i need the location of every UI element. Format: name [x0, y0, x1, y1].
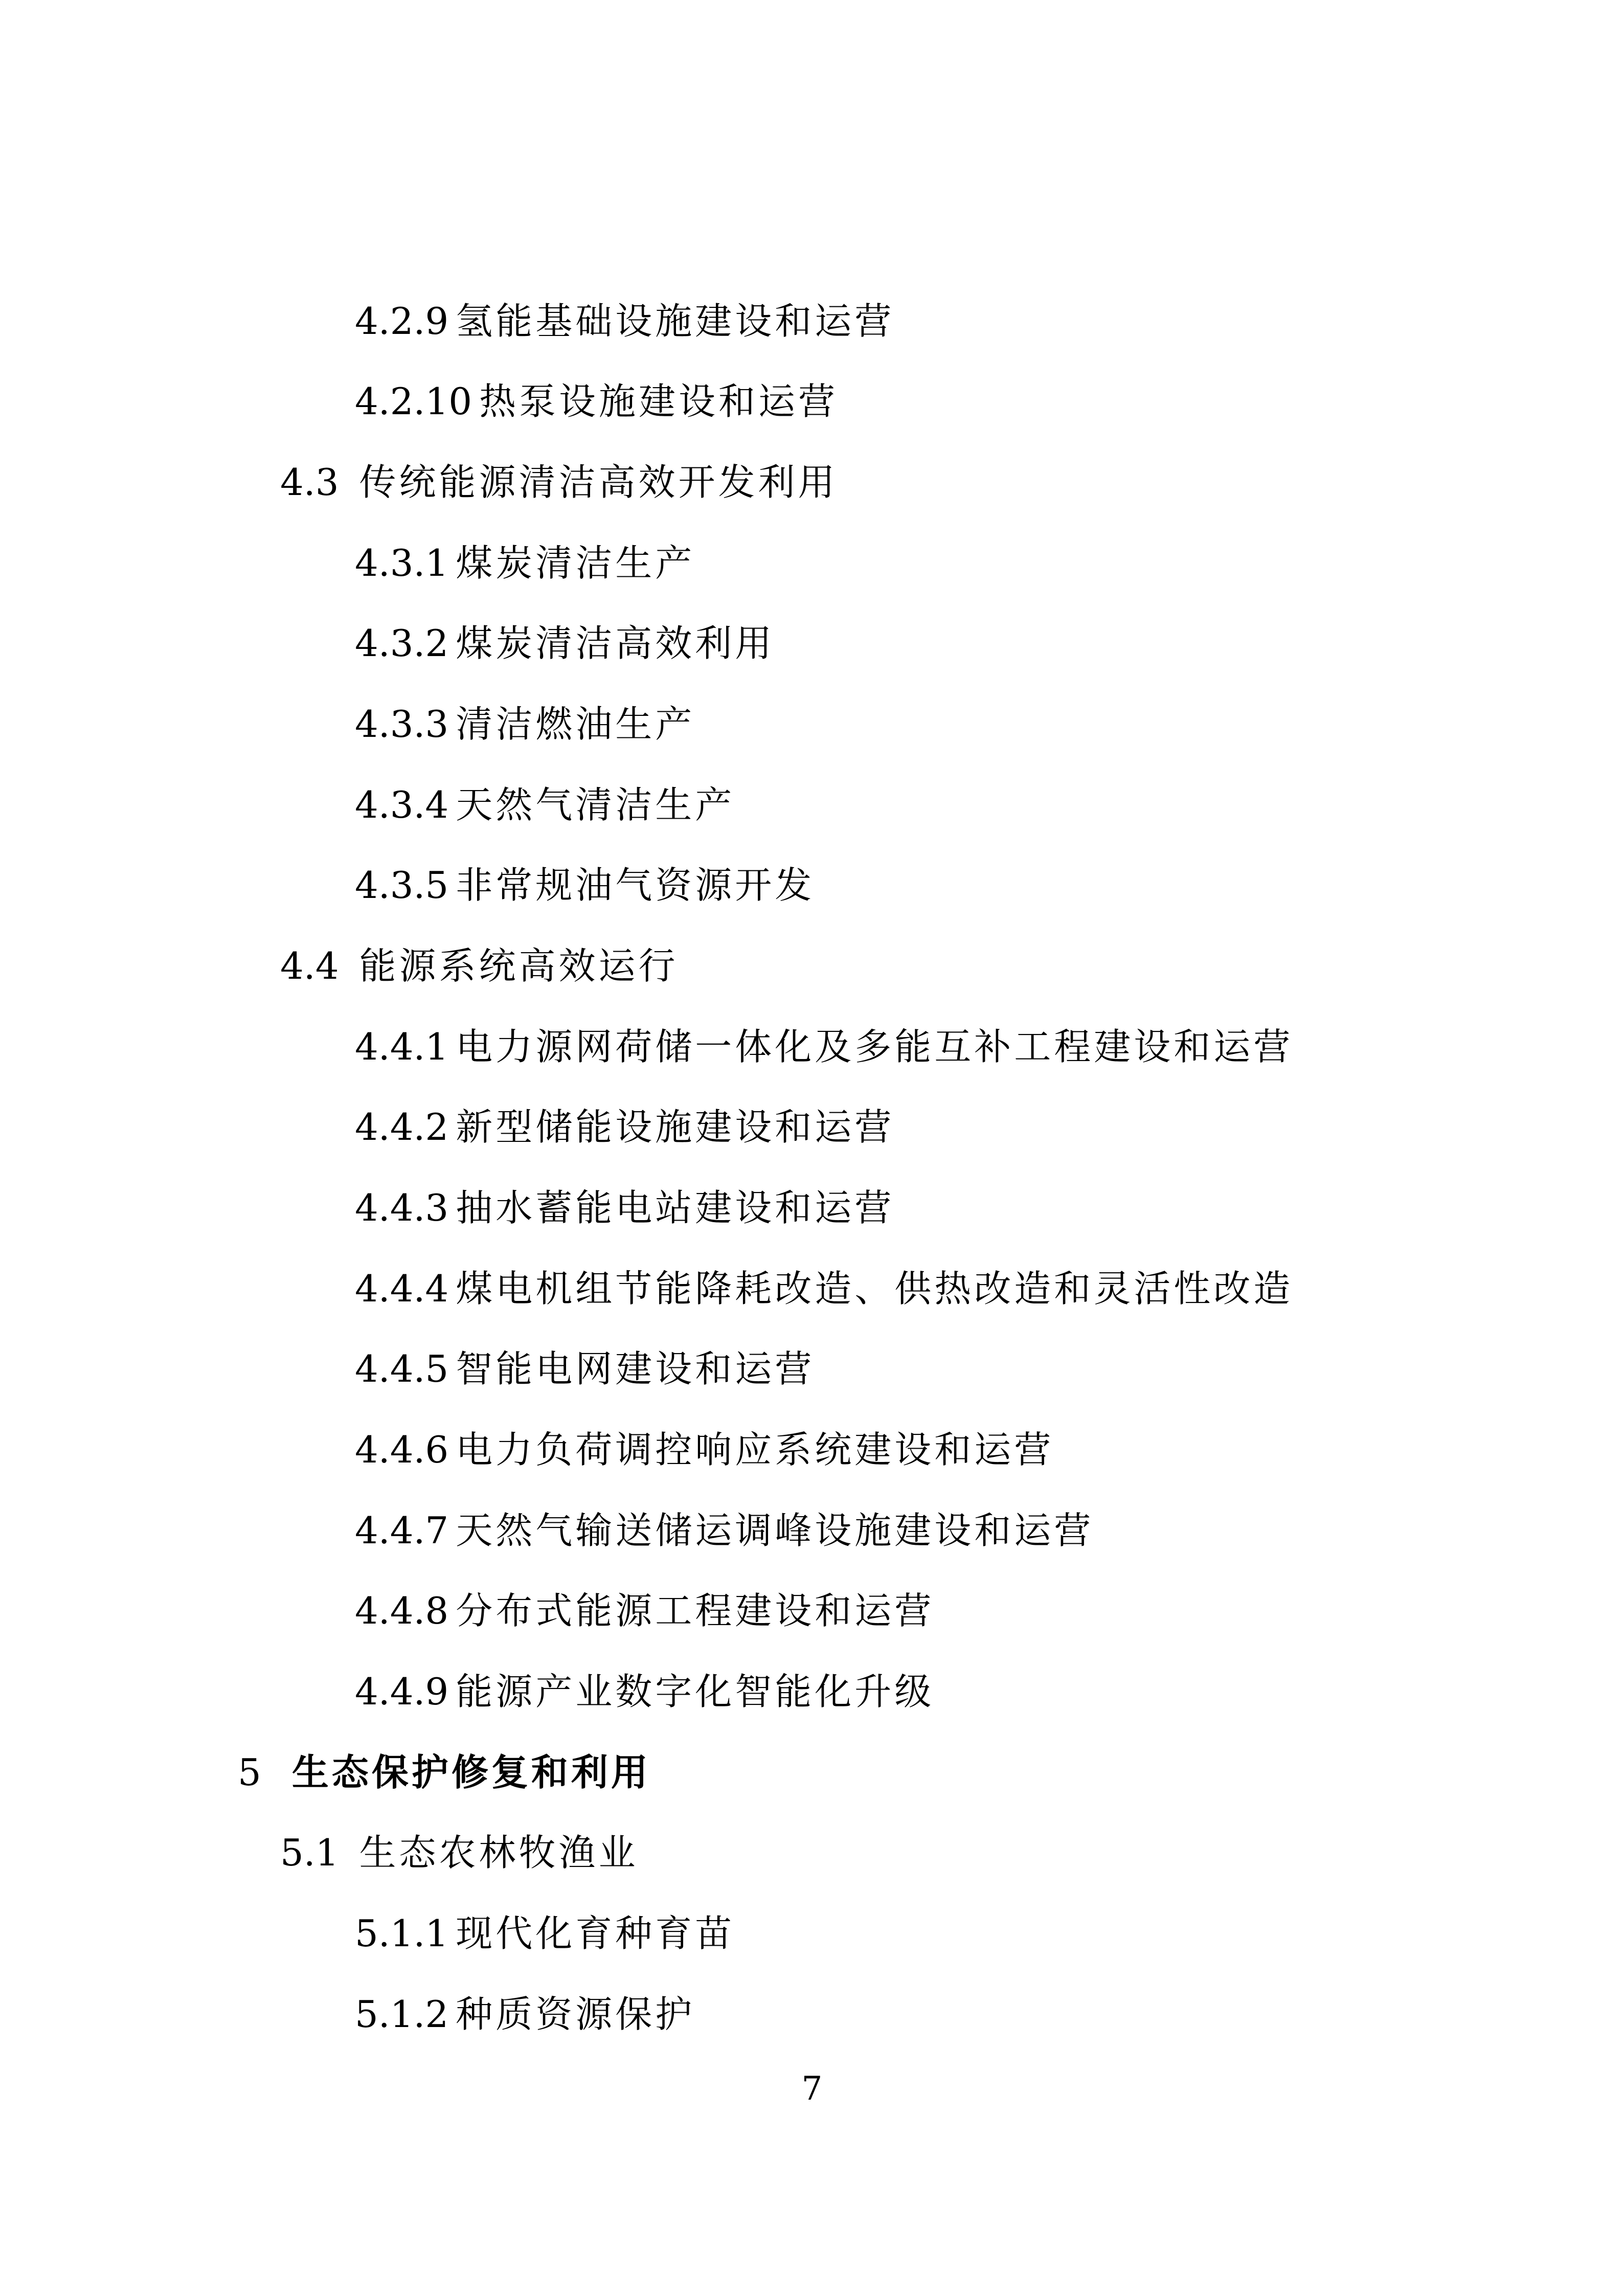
toc-entry-4-3-2 — [355, 620, 775, 666]
entry-number: 4.4.1 — [355, 1025, 449, 1068]
toc-entry-4-4-8 — [355, 1588, 934, 1634]
entry-number: 5.1.1 — [355, 1912, 449, 1955]
entry-number: 4.3.1 — [355, 542, 449, 584]
entry-title: 分布式能源工程建设和运营 — [456, 1589, 935, 1632]
entry-title: 氢能基础设施建设和运营 — [456, 300, 895, 343]
entry-number: 5.1 — [280, 1831, 339, 1874]
toc-entry-4-4-9 — [355, 1669, 934, 1715]
toc-entry-4-4-5 — [355, 1346, 815, 1392]
toc-entry-5-1 — [280, 1830, 639, 1876]
toc-entry-4-3-1 — [355, 540, 695, 586]
entry-title: 电力负荷调控响应系统建设和运营 — [456, 1428, 1054, 1471]
entry-title: 电力源网荷储一体化及多能互补工程建设和运营 — [456, 1025, 1294, 1068]
entry-title: 抽水蓄能电站建设和运营 — [456, 1186, 895, 1229]
entry-number: 4.3.5 — [355, 864, 449, 907]
toc-entry-4-4-6 — [355, 1427, 1054, 1473]
entry-number: 4.4.5 — [355, 1347, 449, 1390]
entry-title: 能源系统高效运行 — [359, 944, 679, 987]
toc-entry-4-4-2 — [355, 1104, 894, 1150]
page-number: 7 — [801, 2070, 823, 2108]
entry-number: 5.1.2 — [355, 1993, 449, 2036]
entry-number: 4.3.2 — [355, 622, 449, 665]
entry-number: 4.3.4 — [355, 783, 449, 826]
toc-entry-4-4 — [280, 943, 679, 989]
toc-entry-5-1-2 — [355, 1991, 695, 2037]
toc-entry-5-1-1 — [355, 1910, 735, 1956]
toc-entry-4-3-3 — [355, 701, 695, 747]
entry-title: 能源产业数字化智能化升级 — [456, 1670, 935, 1713]
entry-number: 4.4.4 — [355, 1267, 449, 1310]
entry-title: 生态农林牧渔业 — [359, 1831, 639, 1874]
entry-title: 天然气输送储运调峰设施建设和运营 — [456, 1509, 1094, 1552]
entry-title: 智能电网建设和运营 — [456, 1347, 815, 1390]
entry-title: 新型储能设施建设和运营 — [456, 1106, 895, 1149]
entry-number: 4.4.7 — [355, 1509, 449, 1552]
toc-entry-4-4-7 — [355, 1507, 1094, 1554]
toc-entry-4-4-1 — [355, 1024, 1293, 1070]
toc-section-5 — [238, 1749, 651, 1795]
entry-number: 4.4.9 — [355, 1670, 449, 1713]
entry-number: 4.4.6 — [355, 1428, 449, 1471]
entry-number: 4.4.3 — [355, 1186, 449, 1229]
section-number: 5 — [238, 1751, 261, 1794]
toc-entry-4-4-3 — [355, 1185, 894, 1231]
entry-title: 煤电机组节能降耗改造、供热改造和灵活性改造 — [456, 1267, 1294, 1310]
toc-entry-4-3-4 — [355, 782, 735, 828]
entry-title: 天然气清洁生产 — [456, 783, 735, 826]
section-title: 生态保护修复和利用 — [291, 1751, 651, 1794]
entry-number: 4.3.3 — [355, 703, 449, 746]
toc-entry-4-4-4 — [355, 1266, 1293, 1312]
entry-title: 种质资源保护 — [456, 1993, 695, 2036]
toc-entry-4-2-9 — [355, 298, 894, 344]
entry-title: 煤炭清洁高效利用 — [456, 622, 775, 665]
entry-number: 4.4 — [280, 944, 339, 987]
entry-title: 传统能源清洁高效开发利用 — [359, 461, 838, 504]
toc-entry-4-2-10 — [355, 378, 838, 424]
toc-entry-4-3 — [280, 459, 838, 505]
entry-number: 4.4.8 — [355, 1589, 449, 1632]
entry-title: 非常规油气资源开发 — [456, 864, 815, 907]
entry-number: 4.3 — [280, 461, 339, 504]
entry-number: 4.4.2 — [355, 1106, 449, 1149]
entry-number: 4.2.9 — [355, 300, 449, 343]
entry-number: 4.2.10 — [355, 380, 472, 423]
entry-title: 现代化育种育苗 — [456, 1912, 735, 1955]
entry-title: 清洁燃油生产 — [456, 703, 695, 746]
toc-entry-4-3-5 — [355, 862, 815, 908]
entry-title: 煤炭清洁生产 — [456, 542, 695, 584]
entry-title: 热泵设施建设和运营 — [479, 380, 839, 423]
